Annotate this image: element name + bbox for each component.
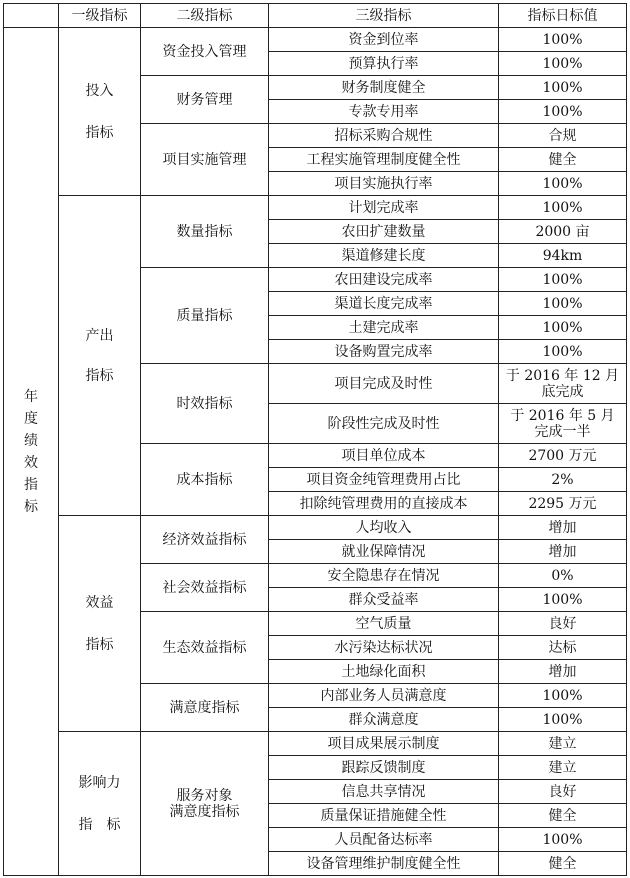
value-cell: 2700 万元: [499, 444, 627, 468]
level3-cell: 安全隐患存在情况: [269, 564, 499, 588]
value-cell: 合规: [499, 124, 627, 148]
root-label-char: 度: [24, 410, 38, 427]
level3-cell: 设备管理维护制度健全性: [269, 852, 499, 876]
level3-cell: 质量保证措施健全性: [269, 804, 499, 828]
level3-cell: 专款专用率: [269, 100, 499, 124]
value-cell: 100%: [499, 76, 627, 100]
level2-cell: 成本指标: [141, 444, 269, 516]
value-cell: 100%: [499, 684, 627, 708]
level3-cell: 跟踪反馈制度: [269, 756, 499, 780]
value-line: 于 2016 年 5 月: [510, 407, 615, 424]
header-blank-cell: [4, 4, 59, 28]
value-cell: 建立: [499, 756, 627, 780]
value-cell: 100%: [499, 708, 627, 732]
root-label-char: 标: [24, 498, 38, 515]
level3-cell: 阶段性完成及时性: [269, 404, 499, 444]
level3-cell: 农田扩建数量: [269, 220, 499, 244]
value-cell: 良好: [499, 612, 627, 636]
value-cell: 增加: [499, 660, 627, 684]
header-level3: 三级指标: [269, 4, 499, 28]
value-cell: 2295 万元: [499, 492, 627, 516]
level1-label-line: 效益: [85, 594, 114, 611]
level2-cell: 社会效益指标: [141, 564, 269, 612]
header-level1: 一级指标: [59, 4, 141, 28]
level3-cell: 项目资金纯管理费用占比: [269, 468, 499, 492]
level1-label-line: 指 标: [78, 816, 121, 833]
level3-cell: 项目实施执行率: [269, 172, 499, 196]
value-cell: 2%: [499, 468, 627, 492]
value-line: 底完成: [541, 383, 584, 400]
level3-cell: 项目完成及时性: [269, 364, 499, 404]
level3-cell: 就业保障情况: [269, 540, 499, 564]
value-cell: 100%: [499, 172, 627, 196]
value-cell: 增加: [499, 540, 627, 564]
level1-cell: [59, 28, 141, 196]
level1-cell: [59, 516, 141, 732]
level1-label-line: 指标: [85, 367, 114, 384]
value-cell: 100%: [499, 28, 627, 52]
value-cell: 100%: [499, 316, 627, 340]
level3-cell: 资金到位率: [269, 28, 499, 52]
level2-cell: 项目实施管理: [141, 124, 269, 196]
level3-cell: 计划完成率: [269, 196, 499, 220]
level1-cell: [59, 732, 141, 876]
level3-cell: 招标采购合规性: [269, 124, 499, 148]
value-cell: 0%: [499, 564, 627, 588]
header-level2: 二级指标: [141, 4, 269, 28]
level2-cell: 资金投入管理: [141, 28, 269, 76]
value-cell: 100%: [499, 340, 627, 364]
level3-cell: 内部业务人员满意度: [269, 684, 499, 708]
level3-cell: 项目成果展示制度: [269, 732, 499, 756]
level1-label-line: 指标: [85, 636, 114, 653]
level3-cell: 项目单位成本: [269, 444, 499, 468]
level3-cell: 预算执行率: [269, 52, 499, 76]
value-cell: 100%: [499, 292, 627, 316]
value-cell: 100%: [499, 100, 627, 124]
level2-cell: 时效指标: [141, 364, 269, 444]
level2-cell: 生态效益指标: [141, 612, 269, 684]
value-cell: 健全: [499, 852, 627, 876]
value-cell: [499, 404, 627, 444]
value-cell: 100%: [499, 196, 627, 220]
value-cell: 健全: [499, 148, 627, 172]
value-cell: 健全: [499, 804, 627, 828]
level3-cell: 农田建设完成率: [269, 268, 499, 292]
level2-cell: 财务管理: [141, 76, 269, 124]
value-line: 完成一半: [534, 423, 591, 440]
level3-cell: 水污染达标状况: [269, 636, 499, 660]
level3-cell: 渠道修建长度: [269, 244, 499, 268]
root-label-char: 年: [24, 388, 38, 405]
level2-cell: 满意度指标: [141, 684, 269, 732]
value-cell: 100%: [499, 588, 627, 612]
level3-cell: 信息共享情况: [269, 780, 499, 804]
level2-label-line: 服务对象: [176, 787, 233, 804]
level3-cell: 土建完成率: [269, 316, 499, 340]
level3-cell: 土地绿化面积: [269, 660, 499, 684]
value-cell: 100%: [499, 828, 627, 852]
value-cell: 2000 亩: [499, 220, 627, 244]
level2-cell: 质量指标: [141, 268, 269, 364]
level3-cell: 设备购置完成率: [269, 340, 499, 364]
level2-label-line: 满意度指标: [169, 803, 240, 820]
root-label-char: 绩: [24, 432, 38, 449]
level3-cell: 渠道长度完成率: [269, 292, 499, 316]
level3-cell: 扣除纯管理费用的直接成本: [269, 492, 499, 516]
level1-cell: [59, 196, 141, 516]
table-row: [4, 28, 627, 52]
header-target-value: 指标日标值: [499, 4, 627, 28]
value-cell: [499, 364, 627, 404]
level2-cell: 数量指标: [141, 196, 269, 268]
level3-cell: 人员配备达标率: [269, 828, 499, 852]
level3-cell: 群众满意度: [269, 708, 499, 732]
value-cell: 94km: [499, 244, 627, 268]
table-row: [4, 516, 627, 540]
level3-cell: 群众受益率: [269, 588, 499, 612]
level2-cell: 经济效益指标: [141, 516, 269, 564]
performance-indicator-table: [3, 3, 627, 876]
root-label-char: 效: [24, 454, 38, 471]
value-cell: 达标: [499, 636, 627, 660]
value-cell: 100%: [499, 52, 627, 76]
level1-label-line: 投入: [85, 82, 114, 99]
header-row: [4, 4, 627, 28]
value-cell: 增加: [499, 516, 627, 540]
value-cell: 良好: [499, 780, 627, 804]
level3-cell: 空气质量: [269, 612, 499, 636]
table-row: [4, 196, 627, 220]
value-cell: 建立: [499, 732, 627, 756]
level1-label-line: 影响力: [78, 774, 121, 791]
root-label-cell: [4, 28, 59, 876]
level3-cell: 人均收入: [269, 516, 499, 540]
table-row: [4, 732, 627, 756]
value-line: 于 2016 年 12 月: [505, 367, 620, 384]
level3-cell: 工程实施管理制度健全性: [269, 148, 499, 172]
root-label-char: 指: [24, 476, 38, 493]
value-cell: 100%: [499, 268, 627, 292]
level3-cell: 财务制度健全: [269, 76, 499, 100]
level1-label-line: 产出: [85, 327, 114, 344]
level1-label-line: 指标: [85, 124, 114, 141]
level2-cell: [141, 732, 269, 876]
